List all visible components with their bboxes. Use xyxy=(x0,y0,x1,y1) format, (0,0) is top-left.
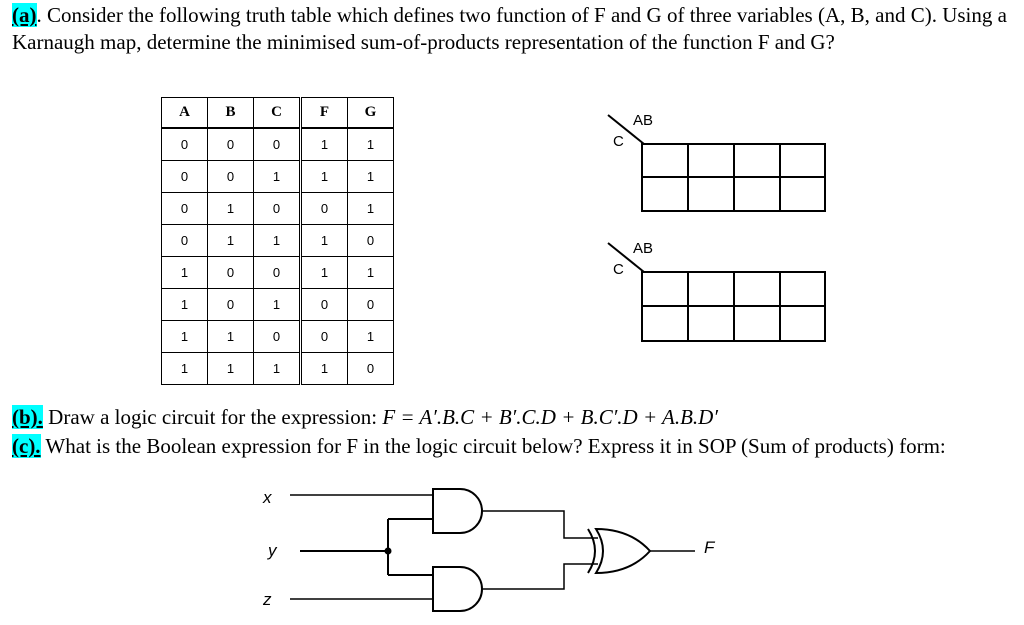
header-a: A xyxy=(162,98,208,129)
header-g: G xyxy=(348,98,394,129)
truth-table xyxy=(161,97,394,385)
kmap-2-side-label: C xyxy=(613,261,624,278)
truth-table-cell: 1 xyxy=(162,353,208,385)
truth-table-row xyxy=(162,257,394,289)
truth-table-row xyxy=(162,225,394,257)
truth-table-cell: 1 xyxy=(301,257,348,289)
truth-table-cell: 0 xyxy=(208,257,254,289)
truth-table-cell: 1 xyxy=(208,321,254,353)
header-b: B xyxy=(208,98,254,129)
truth-table-cell: 1 xyxy=(301,161,348,193)
truth-table-cell: 1 xyxy=(162,257,208,289)
truth-table-row xyxy=(162,128,394,161)
truth-table-row xyxy=(162,353,394,385)
truth-table-cell: 0 xyxy=(254,257,301,289)
truth-table-cell: 1 xyxy=(254,161,301,193)
question-b-tag: (b). xyxy=(12,405,43,429)
truth-table-row xyxy=(162,193,394,225)
truth-table-cell: 0 xyxy=(301,193,348,225)
circuit-input-z: z xyxy=(263,590,272,609)
truth-table-cell: 0 xyxy=(348,225,394,257)
truth-table-row xyxy=(162,321,394,353)
truth-table-cell: 1 xyxy=(348,257,394,289)
question-a-tag: (a) xyxy=(12,3,37,27)
truth-table-header-row xyxy=(162,98,394,129)
kmap-2-top-label: AB xyxy=(633,240,654,257)
truth-table-cell: 0 xyxy=(348,353,394,385)
truth-table-cell: 0 xyxy=(208,161,254,193)
truth-table-cell: 0 xyxy=(162,128,208,161)
truth-table-cell: 0 xyxy=(162,193,208,225)
question-b-text: Draw a logic circuit for the expression: xyxy=(42,405,383,429)
question-a xyxy=(12,2,1012,56)
truth-table-cell: 1 xyxy=(348,161,394,193)
kmap-1-top-label: AB xyxy=(633,112,654,129)
truth-table-cell: 1 xyxy=(348,321,394,353)
truth-table-cell: 1 xyxy=(208,353,254,385)
truth-table-cell: 1 xyxy=(254,289,301,321)
truth-table-cell: 1 xyxy=(208,225,254,257)
truth-table-cell: 0 xyxy=(301,289,348,321)
truth-table-cell: 1 xyxy=(301,225,348,257)
truth-table-cell: 0 xyxy=(348,289,394,321)
question-b-expression: F = A′.B.C + B′.C.D + B.C′.D + A.B.D′ xyxy=(382,405,718,429)
truth-table-cell: 0 xyxy=(208,289,254,321)
truth-table-cell: 1 xyxy=(254,225,301,257)
question-c xyxy=(12,433,1012,460)
circuit-input-x: x xyxy=(263,488,272,507)
truth-table-cell: 1 xyxy=(348,128,394,161)
header-c: C xyxy=(254,98,301,129)
truth-table-cell: 1 xyxy=(162,289,208,321)
truth-table-cell: 1 xyxy=(301,353,348,385)
kmap-1-side-label: C xyxy=(613,133,624,150)
circuit-input-y: y xyxy=(268,541,277,560)
question-c-text: What is the Boolean expression for F in the logic circuit below? Express it in SOP (Sum of products) form: xyxy=(40,434,946,458)
question-a-text: . Consider the following truth table which defines two function of F and G of three variables (A, B, and C). Using a Karnaugh map, determine the minimised sum-of-products representation of the function F and G? xyxy=(12,3,1007,54)
truth-table-cell: 1 xyxy=(208,193,254,225)
logic-circuit-diagram xyxy=(280,485,720,620)
truth-table-cell: 1 xyxy=(162,321,208,353)
truth-table-cell: 0 xyxy=(162,225,208,257)
question-c-tag: (c). xyxy=(12,434,41,458)
truth-table-row xyxy=(162,289,394,321)
truth-table-cell: 0 xyxy=(254,321,301,353)
truth-table-cell: 0 xyxy=(162,161,208,193)
truth-table-cell: 1 xyxy=(348,193,394,225)
question-b xyxy=(12,404,1012,431)
truth-table-cell: 0 xyxy=(254,128,301,161)
truth-table-cell: 1 xyxy=(254,353,301,385)
truth-table-cell: 0 xyxy=(208,128,254,161)
truth-table-row xyxy=(162,161,394,193)
truth-table-cell: 1 xyxy=(301,128,348,161)
truth-table-cell: 0 xyxy=(254,193,301,225)
truth-table-cell: 0 xyxy=(301,321,348,353)
header-f: F xyxy=(301,98,348,129)
circuit-output-f: F xyxy=(704,538,715,557)
